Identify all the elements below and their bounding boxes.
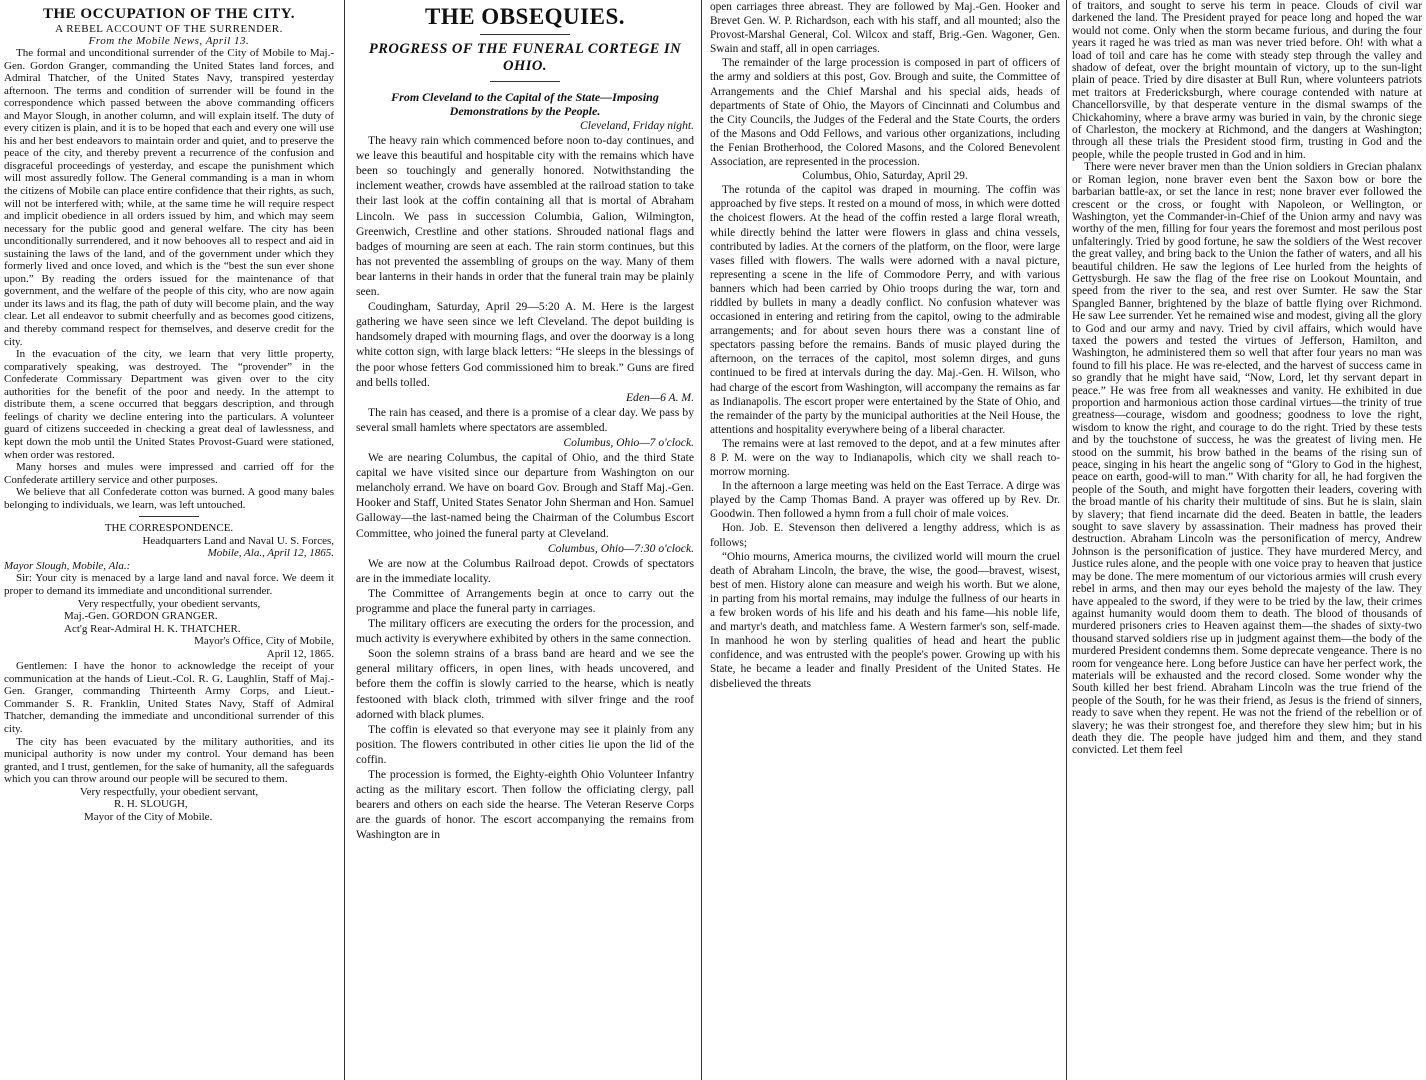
paragraph: Soon the solemn strains of a brass band are heard and we see the general military officers, in open lines, with heads uncovered, and before them the coffin is slowly carried to the hearse, which is neatly festooned with black cloth, trimmed with silver fringe and the roof adorned with black plumes.	[356, 647, 694, 721]
paragraph: The rotunda of the capitol was draped in mourning. The coffin was approached by five steps. It rested on a mound of moss, in which were dotted the choicest flowers. At the head of the coffin rested a large floral wreath, while directly behind the latter were flowers in glass and china vessels, contributed by ladies. At the corners of the platform, on the floor, were large vases filled with flowers. The walls were adorned with a naval picture, representing a scene in the life of Commodore Perry, and with various banners which had been carried by Ohio troops during the war, torn and riddled by bullets in many a deadly conflict. No confusion whatever was occasioned in entering and retiring from the capitol, owing to the admirable arrangements; and for about seven hours there was a constant line of spectators passing before the remains. Bands of music played during the afternoon, on the terraces of the capitol, most solemn dirges, and guns continued to be fired at intervals during the day. Maj.-Gen. H. Wilson, who had charge of the escort from Washington, will accompany the remains as far as Indianapolis. The escort proper were entertained by the State of Ohio, and the remainder of the party by the municipal authorities at the Neil House, the attentions and hospitality everywhere being of a liberal character.	[710, 184, 1060, 436]
letter-heading: Mayor's Office, City of Mobile,	[194, 635, 334, 648]
paragraph: We are nearing Columbus, the capital of Ohio, and the third State capital we have visited since our departure from Washington on our melancholy errand. We have on board Gov. Brough and Staff Maj.-Gen. Hooker and Staff, United States Senator John Sherman and Hon. Samuel Galloway—the last-named being the Chairman of the Columbus Escort Committee, who joined the funeral party at Cleveland.	[356, 451, 694, 540]
paragraph: There were never braver men than the Union soldiers in Grecian phalanx or Roman legion, none braver even bent the Saxon bow or bore the barbarian battle-ax, or set the lance in rest; none braver ever followed the crescent or the cross, or fought with Napoleon, or Wellington, or Washington, yet the Commander-in-Chief of the Union army and navy was worthy of the men, filling for four years the foremost and most perilous post unfalteringly. Tried by good fortune, he saw the soldiers of the West recover the great valley, and bring back to the Union the father of waters, and all his beautiful children. He saw the legions of Lee hurled from the heights of Gettysburgh. He saw the flag of the free rise on Lookout Mountain, and speed from the river to the sea, and rest over Sumter. He saw the Star Spangled Banner, brightened by the blaze of battle flying over Richmond. He saw Lee surrender. Yet he remained wise and modest, giving all the glory to God and our army and navy. Tried by civil affairs, which would have taxed the powers and tested the virtues of Jefferson, Hamilton, and Washington, he administered them so well that after four years no man was found to fill his place. He was re-elected, and the harvest of success came in so grandly that he might have said, “Now, Lord, let thy servant depart in peace.” He was free from all weaknesses and vanity. He exhibited in due proportion and harmonious action those cardinal virtues—the trinity of true greatness—courage, wisdom and goodness; goodness to love the right, wisdom to know the right, and courage to do the right. Tried by these tests and by the touchstone of success, he was the greatest of living men. He stood on the summit, his brow bathed in the beams of the rising sun of peace, singing in his heart the angelic song of “Glory to God in the highest, peace on earth, good-will to man.” With charity for all, he had forgiven the people of the South, and might have forgotten their leaders, covering with the broad mantle of his charity their multitude of sins. But he is slain, slain by slavery; that fiend incarnate did the deed. Beaten in battle, the leaders sought to save slavery by assassination. Their madness has proved their destruction. Abraham Lincoln was the personification of mercy, Andrew Johnson is the personification of justice. They have murdered Mercy, and Justice rules alone, and the people with one voice pray to heaven that justice may be done. The mere momentum of our victorious armies will crush every rebel in arms, and then may our eyes behold the majesty of the law. They have appealed to the sword, if they were to be tried by the law, their crimes against humanity would doom them to death. The blood of thousands of murdered prisoners cries to Heaven against them—the shades of sixty-two thousand starved soldiers rise up in judgment against them—the body of the murdered President condemns them. Some deprecate vengeance. There is no room for vengeance here. Long before Justice can have her perfect work, the materials will be exhausted and the record closed. Some wonder why the South killed her best friend. Abraham Lincoln was the true friend of the people of the South, for he was their friend, as Jesus is the friend of sinners, ready to save when they repent. He was not the friend of the rebellion or of slavery; he was their strongest foe, and therefore they slew him; but in his death they die. The people have judged him and them, and they stand convicted. Let them feel	[1072, 161, 1422, 757]
article-subtitle: A REBEL ACCOUNT OF THE SURRENDER.	[55, 23, 283, 35]
letter-date: April 12, 1865.	[266, 647, 334, 660]
column-occupation	[4, 0, 334, 1080]
letter-heading: Headquarters Land and Naval U. S. Forces,	[142, 534, 334, 547]
paragraph: of traitors, and sought to serve his term in peace. Clouds of civil war darkened the land. The President prayed for peace long and hoped the war would not come. Only when the storm became furious, and during the four years it raged he was tried as man was never tried before. Oh! with what a load of toil and care has he come with steady step through the valley and shadow of defeat, over the bright mountain of victory, up to the sun-light plain of peace. Tried by dire disaster at Bull Run, where volunteers patriots met traitors at Fredericksburgh, where courage contended with nature at Chancellorsville, by that desperate venture in the dismal swamps of the Chickahominy, where a brave army was buried in vain, by the chronic siege of Charleston, the mockery at Richmond, and the dangers at Washington; through all these trials the President stood firm, trusting in God and the people, while the people trusted in God and in him.	[1072, 0, 1422, 161]
paragraph: The military officers are executing the orders for the procession, and much activity is everywhere exhibited by others in the same connection.	[356, 617, 694, 646]
dateline: Columbus, Ohio—7:30 o'clock.	[547, 541, 694, 555]
paragraph: The coffin is elevated so that everyone may see it plainly from any position. The flowers contributed in other cities lie upon the lid of the coffin.	[356, 722, 694, 766]
dateline: Eden—6 A. M.	[625, 390, 694, 404]
paragraph: The Committee of Arrangements begin at once to carry out the programme and place the funeral party in carriages.	[356, 586, 694, 615]
paragraph: The rain has ceased, and there is a promise of a clear day. We pass by several small hamlets where spectators are assembled.	[356, 405, 694, 434]
paragraph: In the afternoon a large meeting was held on the East Terrace. A dirge was played by the Camp Thomas Band. A prayer was offered up by Rev. Dr. Goodwin. Then followed a hymn from a full choir of male voices.	[710, 480, 1060, 521]
dateline: Columbus, Ohio, Saturday, April 29.	[802, 170, 968, 183]
separator	[480, 34, 570, 35]
letter-closing: Very respectfully, your obedient servants,	[77, 597, 261, 610]
article-subtitle: PROGRESS OF THE FUNERAL CORTEGE IN OHIO.	[368, 41, 682, 74]
letter-signature: R. H. SLOUGH,	[114, 798, 188, 811]
paragraph: Many horses and mules were impressed and carried off for the Confederate artillery service and other purposes.	[4, 461, 334, 486]
letter-signature: Mayor of the City of Mobile.	[84, 810, 213, 823]
paragraph: The procession is formed, the Eighty-eighth Ohio Volunteer Infantry acting as the military escort. Then follow the officiating clergy, pall bearers and others on each side the hearse. The Veteran Reserve Corps are the guards of honor. The escort accompanying the remains from Washington are in	[356, 768, 694, 842]
section-heading: THE CORRESPONDENCE.	[104, 522, 234, 535]
paragraph: open carriages three abreast. They are followed by Maj.-Gen. Hooker and Brevet Gen. W. P. Richardson, each with his staff, and all mounted; also the Provost-Marshal General, Col. Wilcox and staff, Brig.-Gen. Wagoner, Gen. Swain and staff, all in open carriages.	[710, 1, 1060, 56]
column-address-continued	[1072, 0, 1422, 1080]
column-divider	[701, 0, 702, 1080]
letter-signature: Maj.-Gen. GORDON GRANGER.	[64, 610, 218, 623]
column-obsequies	[356, 0, 694, 1080]
article-title: THE OBSEQUIES.	[424, 4, 626, 29]
letter-body: Sir: Your city is menaced by a large land and naval force. We deem it proper to demand its immediate and unconditional surrender.	[4, 572, 334, 597]
dateline: Columbus, Ohio—7 o'clock.	[563, 435, 694, 449]
paragraph: We are now at the Columbus Railroad depot. Crowds of spectators are in the immediate locality.	[356, 556, 694, 585]
paragraph: The remains were at last removed to the depot, and at a few minutes after 8 P. M. were on the way to Indianapolis, which city we shall reach to-morrow morning.	[710, 437, 1060, 479]
article-title: THE OCCUPATION OF THE CITY.	[42, 6, 295, 22]
letter-signature: Act'g Rear-Admiral H. K. THATCHER.	[64, 622, 241, 635]
paragraph: The formal and unconditional surrender of the City of Mobile to Maj.-Gen. Gordon Granger, commanding the United States land forces, and Admiral Thatcher, of the United States Navy, transpired yesterday afternoon. The terms and condition of surrender will be found in the correspondence which passed between the above commanding officers and Mayor Slough, in another column, and will explain itself. The duty of every citizen is plain, and it is to be hoped that each and every one will use his and her best endeavors to maintain order and quiet, and to preserve the peace of the city, and thereby prevent a recurrence of the confusion and disgraceful proceedings of yesterday, and escape the punishment which will most assuredly follow. The General commanding is a man in whom the citizens of Mobile can place entire confidence that their rights, as such, will not be interfered with; while, at the same time he will require respect and implicit obedience in all orders issued by him, and which may seem necessary for the public good and general welfare. The city has been unconditionally surrendered, and it now behooves all to respect and aid in sustaining the laws of the land, and of the government under which they formerly lived and once loved, and which is the “best the sun ever shone upon.” By reading the orders issued for the maintenance of that government, and the welfare of the people of this city, who are now again under its laws and its flag, the path of duty will become plain, and the way clear. Let all endeavor to submit cheerfully and as becomes good citizens, and thereby command respect for themselves, and deserve credit for the city.	[4, 47, 334, 348]
paragraph: The heavy rain which commenced before noon to-day continues, and we leave this beautiful and hospitable city with the remains which have been so touchingly and generally honored. Notwithstanding the inclement weather, crowds have assembled at the railroad station to take their last look at the coffin containing all that is mortal of Abraham Lincoln. We pass in succession Columbia, Galion, Wilmington, Greenwich, Crestline and other stations. Shrouded national flags and badges of mourning are seen at each. The rain storm continues, but this has not prevented the assembling of groups on the way. Many of them bear lanterns in their hands in order that the funeral train may be plainly seen.	[356, 134, 694, 299]
letter-closing: Very respectfully, your obedient servant,	[79, 785, 259, 798]
article-deck: From Cleveland to the Capital of the State—Imposing Demonstrations by the People.	[391, 90, 659, 118]
paragraph: Coudingham, Saturday, April 29—5:20 A. M. Here is the largest gathering we have seen since we left Cleveland. The depot building is handsomely draped with mourning flags, and over the doorway is a long white cotton sign, with large black letters: “He sleeps in the blessings of the poor whose fetters God commissioned him to break.” Guns are fired and bells tolled.	[356, 300, 694, 389]
letter-date: Mobile, Ala., April 12, 1865.	[207, 547, 334, 560]
column-obsequies-continued	[710, 0, 1060, 1080]
letter-addressee: Mayor Slough, Mobile, Ala.:	[4, 559, 131, 572]
paragraph: Hon. Job. E. Stevenson then delivered a lengthy address, which is as follows;	[710, 522, 1060, 549]
dateline: Cleveland, Friday night.	[580, 119, 694, 132]
paragraph: In the evacuation of the city, we learn that very little property, comparatively speaking, was destroyed. The “provender” in the Confederate Commissary Department was given over to the city authorities for the benefit of the poor and needy. In the attempt to distribute them, a scene occurred that beggars description, and through feelings of charity we decline entering into the particulars. A volunteer guard of citizens succeeded in checking a great deal of lawlessness, and kept down the mob until the United States Provost-Guard were stationed, when order was restored.	[4, 348, 334, 461]
letter-body: Gentlemen: I have the honor to acknowledge the receipt of your communication at the hands of Lieut.-Col. R. G. Laughlin, Staff of Maj.-Gen. Granger, commanding Thirteenth Army Corps, and Lieut.-Commander S. R. Franklin, United States Navy, Staff of Admiral Thatcher, demanding the immediate and unconditional surrender of this city.	[4, 660, 334, 735]
paragraph: “Ohio mourns, America mourns, the civilized world will mourn the cruel death of Abraham Lincoln, the brave, the wise, the good—bravest, wisest, best of men. History alone can measure and weigh his worth. But we alone, in parting from his mortal remains, may indulge the fullness of our hearts in a few broken words of his life and his death and his fame—his noble life, and martyr's death, and matchless fame. A Western farmer's son, self-made. In manhood he won by sterling qualities of head and heart the public confidence, and was entrusted with the people's power. Growing up with his State, he became a leader and finally President of the United States. He disbelieved the threats	[710, 550, 1060, 690]
paragraph: We believe that all Confederate cotton was burned. A good many bales belonging to individuals, we learn, was left untouched.	[4, 486, 334, 511]
column-divider	[1066, 0, 1067, 1080]
paragraph: The remainder of the large procession is composed in part of officers of the army and soldiers at this post, Gov. Brough and suite, the Committee of Arrangements and the Chief Marshal and his special aids, heads of departments of State of Ohio, the Mayors of Cincinnati and Columbus and the City Councils, the Judges of the Federal and the State Courts, the orders of the Masons and Odd Fellows, and various other organizations, including the Fenian Brotherhood, the Colored Masons, and the Colored Benevolent Association, are represented in the procession.	[710, 57, 1060, 169]
separator	[490, 81, 560, 82]
separator	[139, 516, 199, 517]
column-divider	[344, 0, 345, 1080]
article-source: From the Mobile News, April 13.	[88, 35, 250, 47]
letter-body: The city has been evacuated by the military authorities, and its municipal authority is now under my control. Your demand has been granted, and I trust, gentlemen, for the sake of humanity, all the safeguards which you can throw around our people will be secured to them.	[4, 735, 334, 786]
